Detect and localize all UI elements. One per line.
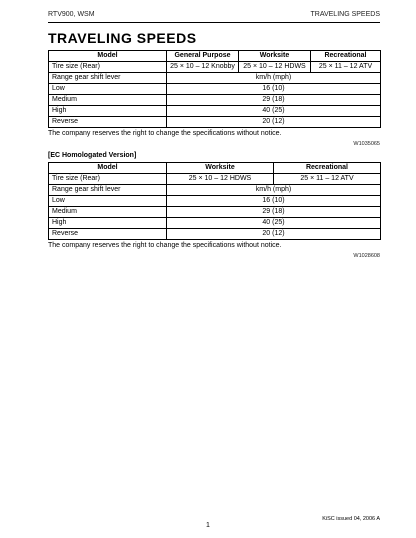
table-cell: 25 × 11 – 12 ATV [311,62,381,73]
issue-note: KiSC issued 04, 2006 A [322,516,380,522]
table-row [49,117,381,128]
row-label: Tire size (Rear) [49,62,167,73]
row-label: Low [49,84,167,95]
header-cell: General Purpose [167,51,239,62]
table-row [49,106,381,117]
table-row [49,229,381,240]
table-row [49,185,381,196]
header-cell: Worksite [239,51,311,62]
row-label: Medium [49,207,167,218]
row-label: Reverse [49,229,167,240]
table-row [49,174,381,185]
page-number: 1 [206,522,210,529]
table-cell: 25 × 10 – 12 Knobby [167,62,239,73]
document-code: W1035065 [353,141,380,147]
table-row [49,196,381,207]
table-cell: 25 × 11 – 12 ATV [274,174,381,185]
row-label: Range gear shift lever [49,73,167,84]
header-right: TRAVELING SPEEDS [310,11,380,18]
row-label: Tire size (Rear) [49,174,167,185]
table-cell: 16 (10) [167,196,381,207]
header-cell: Recreational [274,163,381,174]
row-label: High [49,218,167,229]
table-header-row [49,51,381,62]
table-cell: 40 (25) [167,106,381,117]
disclaimer-note: The company reserves the right to change the specifications without notice. [48,242,282,249]
table-cell: 40 (25) [167,218,381,229]
table-cell: 20 (12) [167,117,381,128]
ec-speeds-table [48,162,381,240]
table-row [49,73,381,84]
table-row [49,207,381,218]
unit-cell: km/h (mph) [167,185,381,196]
page-title: TRAVELING SPEEDS [48,30,197,46]
row-label: Low [49,196,167,207]
table-cell: 25 × 10 – 12 HDWS [167,174,274,185]
disclaimer-note: The company reserves the right to change the specifications without notice. [48,130,282,137]
table-row [49,95,381,106]
table-row [49,62,381,73]
unit-cell: km/h (mph) [167,73,381,84]
table-cell: 29 (18) [167,207,381,218]
table-header-row [49,163,381,174]
table-cell: 20 (12) [167,229,381,240]
document-code: W1028608 [353,253,380,259]
header-cell: Recreational [311,51,381,62]
header-cell: Model [49,163,167,174]
row-label: High [49,106,167,117]
table-row [49,218,381,229]
section-title: [EC Homologated Version] [48,152,137,159]
row-label: Medium [49,95,167,106]
header-cell: Model [49,51,167,62]
table-cell: 16 (10) [167,84,381,95]
table-cell: 29 (18) [167,95,381,106]
header-cell: Worksite [167,163,274,174]
speeds-table [48,50,381,128]
header-divider [48,22,380,23]
table-row [49,84,381,95]
row-label: Reverse [49,117,167,128]
header-left: RTV900, WSM [48,11,95,18]
row-label: Range gear shift lever [49,185,167,196]
table-cell: 25 × 10 – 12 HDWS [239,62,311,73]
